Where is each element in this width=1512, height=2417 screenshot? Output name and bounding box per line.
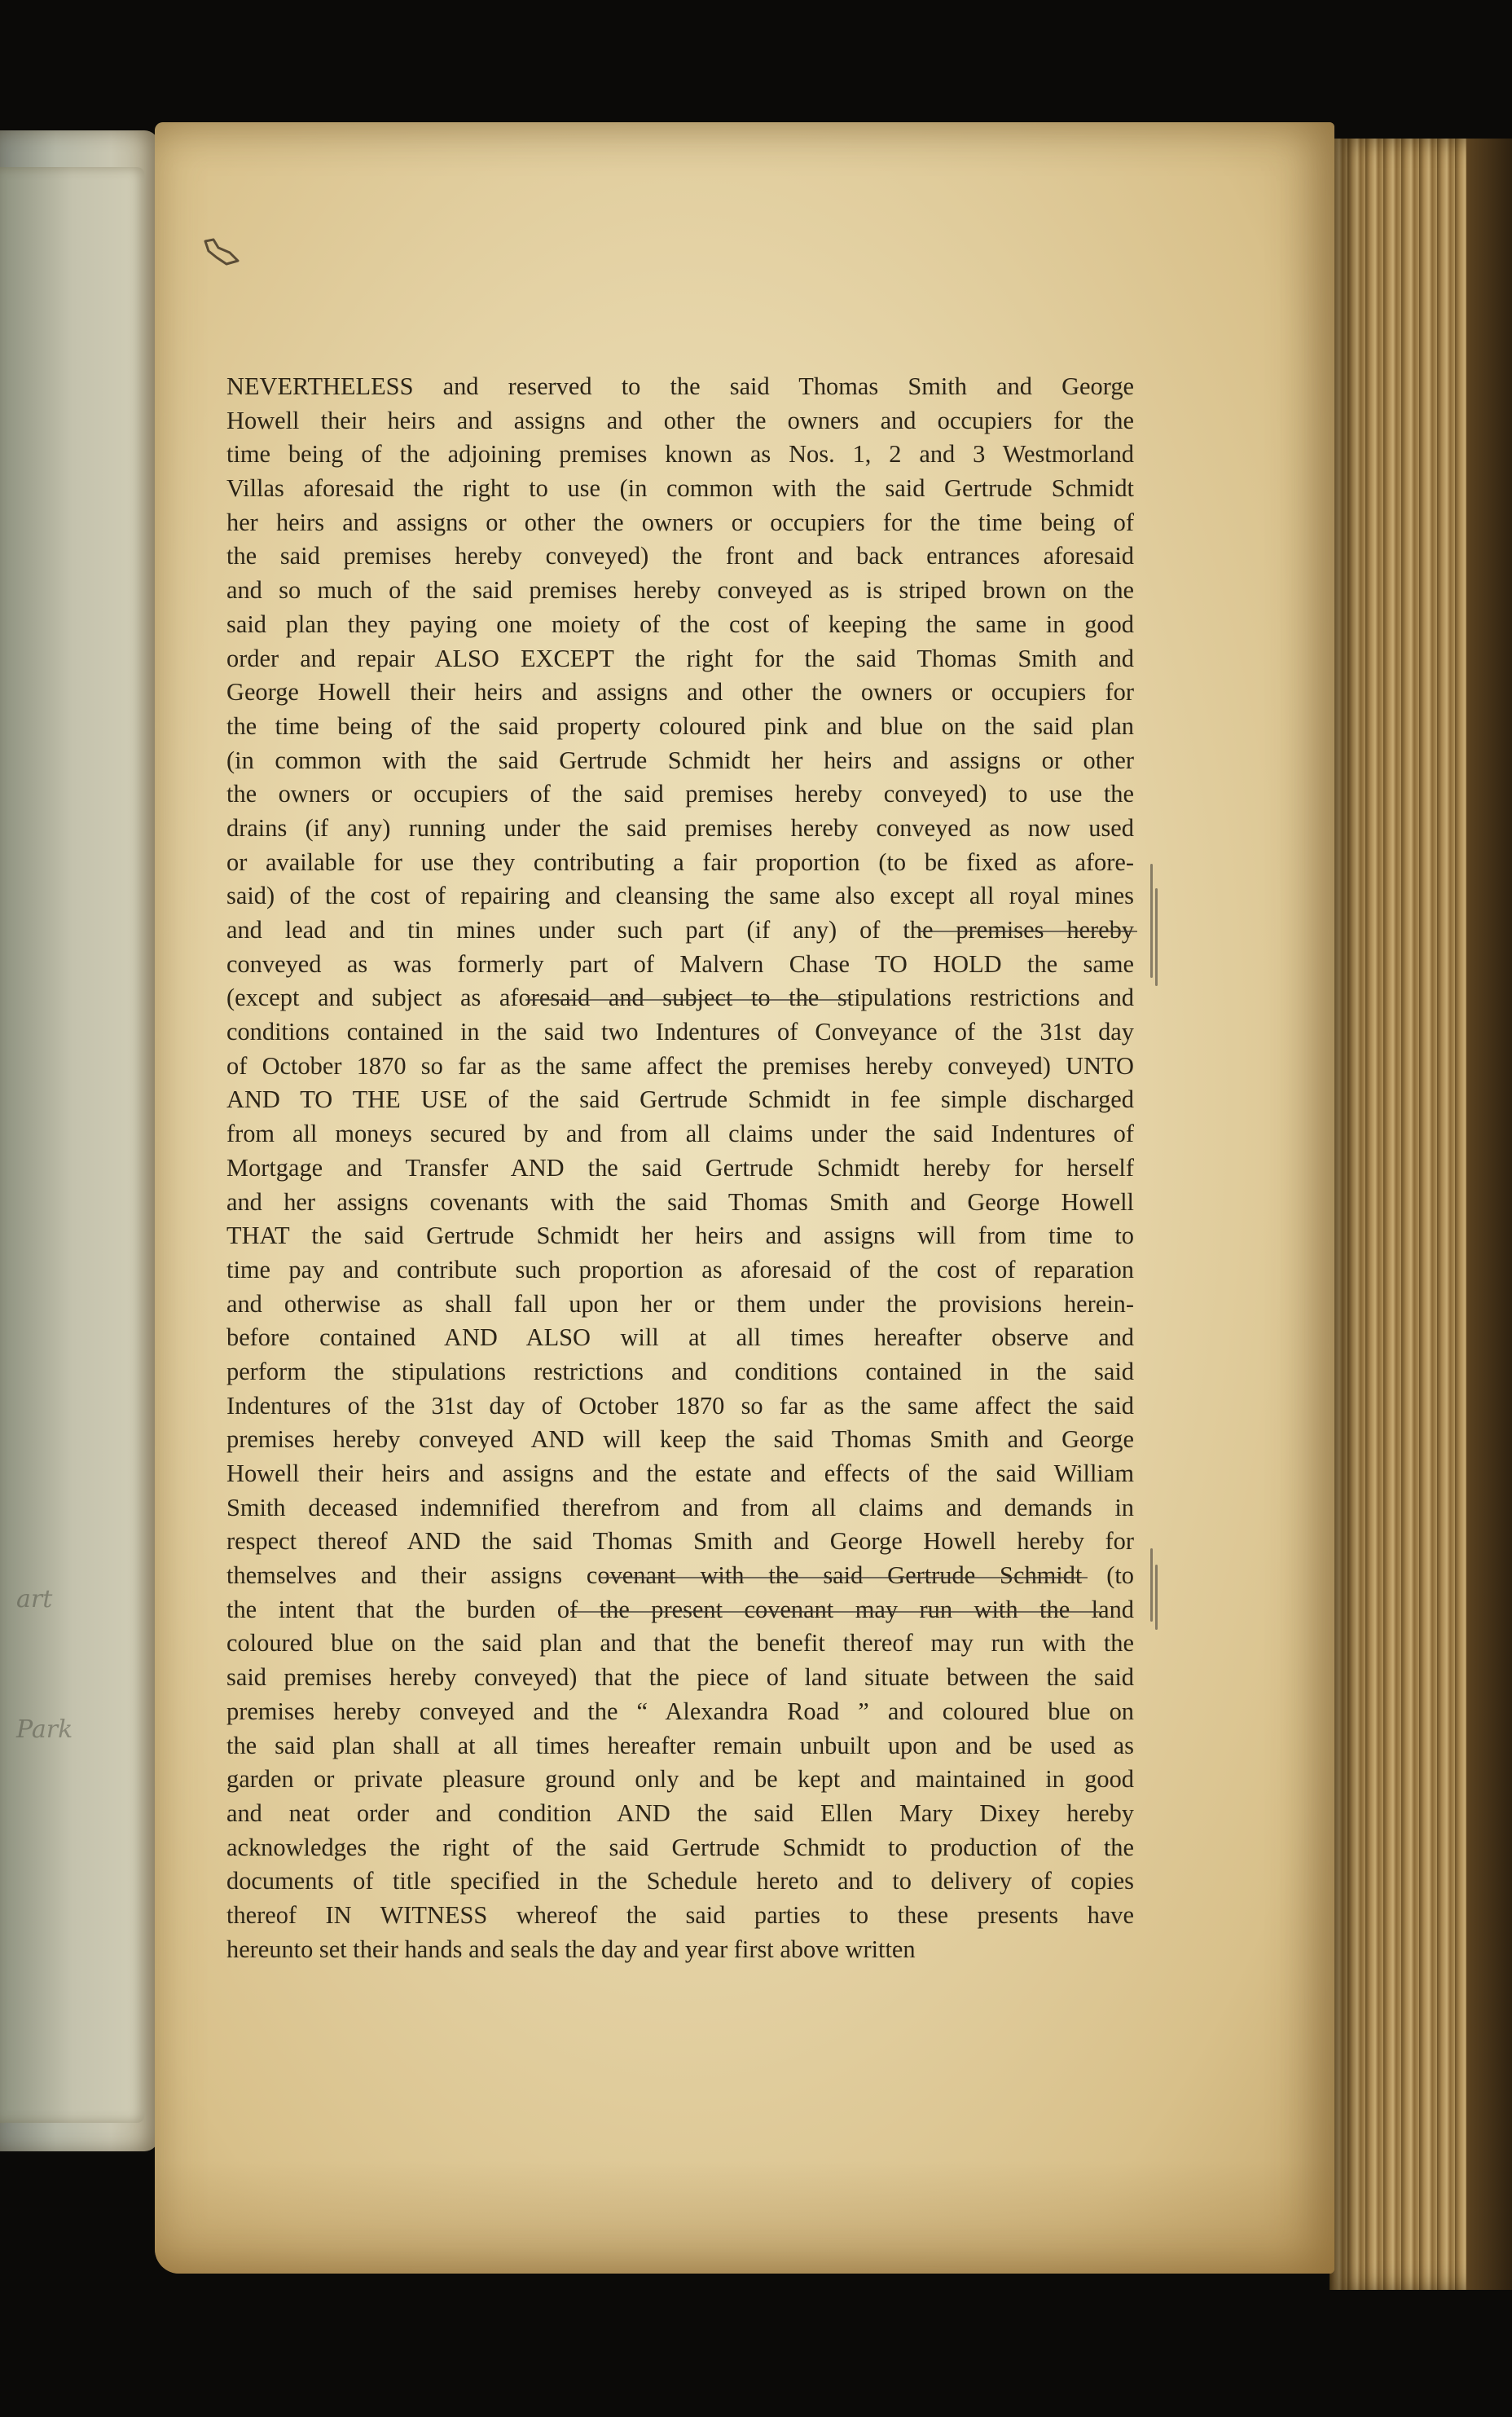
text-line: Howell their heirs and assigns and other the owners and occupiers for the [226, 406, 1134, 434]
text-line: time pay and contribute such proportion as aforesaid of the cost of reparation [226, 1255, 1134, 1283]
text-line: and lead and tin mines under such part (if any) of the premises hereby [226, 916, 1134, 944]
text-line: said premises hereby conveyed) that the piece of land situate between the said [226, 1663, 1134, 1692]
book-cover-edge [1466, 139, 1512, 2290]
text-line: from all moneys secured by and from all claims under the said Indentures of [226, 1120, 1134, 1148]
text-line: Mortgage and Transfer AND the said Gertrude Schmidt hereby for herself [226, 1153, 1134, 1182]
text-line: the intent that the burden of the present covenant may run with the land [226, 1595, 1134, 1623]
text-line: and her assigns covenants with the said Thomas Smith and George Howell [226, 1187, 1134, 1216]
pencil-underline [570, 1611, 1100, 1613]
text-line: premises hereby conveyed and the “ Alexandra Road ” and coloured blue on [226, 1697, 1134, 1725]
text-line: premises hereby conveyed AND will keep the said Thomas Smith and George [226, 1425, 1134, 1454]
text-line: of October 1870 so far as the same affect the premises hereby conveyed) UNTO [226, 1051, 1134, 1080]
text-line: THAT the said Gertrude Schmidt her heirs and assigns will from time to [226, 1222, 1134, 1250]
text-line: Villas aforesaid the right to use (in common with the said Gertrude Schmidt [226, 474, 1134, 503]
left-page-fragment: Park [16, 1715, 73, 1744]
margin-line-mark [1150, 864, 1153, 978]
deed-text [226, 370, 1134, 1966]
text-line: NEVERTHELESS and reserved to the said Thomas Smith and George [226, 372, 1134, 400]
text-line: said plan they paying one moiety of the cost of keeping the same in good [226, 610, 1134, 638]
pencil-underline [525, 999, 851, 1001]
text-line: acknowledges the right of the said Gertrude Schmidt to production of the [226, 1833, 1134, 1861]
ink-mark-icon [202, 236, 241, 269]
text-line: before contained AND ALSO will at all times hereafter observe and [226, 1323, 1134, 1352]
text-line: time being of the adjoining premises known as Nos. 1, 2 and 3 Westmorland [226, 440, 1134, 469]
margin-line-mark [1155, 888, 1158, 986]
text-line: garden or private pleasure ground only and be kept and maintained in good [226, 1765, 1134, 1794]
text-line: documents of title specified in the Schedule hereto and to delivery of copies [226, 1867, 1134, 1895]
text-line: themselves and their assigns covenant with the said Gertrude Schmidt (to [226, 1561, 1134, 1590]
text-line: the time being of the said property coloured pink and blue on the said plan [226, 711, 1134, 740]
text-line: conveyed as was formerly part of Malvern Chase TO HOLD the same [226, 949, 1134, 978]
text-line: the said plan shall at all times hereafter remain unbuilt upon and be used as [226, 1731, 1134, 1759]
text-line: and so much of the said premises hereby conveyed as is striped brown on the [226, 576, 1134, 605]
text-line: (except and subject as aforesaid and subject to the stipulations restrictions and [226, 984, 1134, 1012]
text-line: Smith deceased indemnified therefrom and from all claims and demands in [226, 1493, 1134, 1521]
previous-page-strip [0, 167, 145, 2123]
text-line: hereunto set their hands and seals the day and year first above written [226, 1935, 916, 1963]
text-line: said) of the cost of repairing and cleansing the same also except all royal mines [226, 882, 1134, 910]
pencil-underline [919, 931, 1137, 932]
text-line: drains (if any) running under the said premises hereby conveyed as now used [226, 813, 1134, 842]
margin-line-mark [1150, 1548, 1153, 1622]
text-line: Indentures of the 31st day of October 1870 so far as the same affect the said [226, 1391, 1134, 1420]
text-line: George Howell their heirs and assigns and other the owners or occupiers for [226, 678, 1134, 707]
text-line: conditions contained in the said two Indentures of Conveyance of the 31st day [226, 1018, 1134, 1046]
text-line: and neat order and condition AND the said Ellen Mary Dixey hereby [226, 1798, 1134, 1827]
text-line: AND TO THE USE of the said Gertrude Schmidt in fee simple discharged [226, 1085, 1134, 1114]
text-line: order and repair ALSO EXCEPT the right for the said Thomas Smith and [226, 644, 1134, 672]
text-line: her heirs and assigns or other the owners or occupiers for the time being of [226, 508, 1134, 536]
text-line: Howell their heirs and assigns and the estate and effects of the said William [226, 1459, 1134, 1487]
text-line: the owners or occupiers of the said premises hereby conveyed) to use the [226, 780, 1134, 808]
text-line: respect thereof AND the said Thomas Smith and George Howell hereby for [226, 1527, 1134, 1556]
pencil-underline [599, 1577, 1088, 1578]
text-line: the said premises hereby conveyed) the front and back entrances aforesaid [226, 542, 1134, 570]
text-line: perform the stipulations restrictions and conditions contained in the said [226, 1357, 1134, 1385]
text-line: (in common with the said Gertrude Schmidt her heirs and assigns or other [226, 746, 1134, 774]
margin-line-mark [1155, 1565, 1158, 1630]
text-line: coloured blue on the said plan and that the benefit thereof may run with the [226, 1629, 1134, 1658]
text-line: and otherwise as shall fall upon her or them under the provisions herein- [226, 1289, 1134, 1318]
text-line: thereof IN WITNESS whereof the said parties to these presents have [226, 1900, 1134, 1929]
left-page-fragment: art [16, 1585, 53, 1614]
text-line: or available for use they contributing a fair proportion (to be fixed as afore- [226, 847, 1134, 876]
